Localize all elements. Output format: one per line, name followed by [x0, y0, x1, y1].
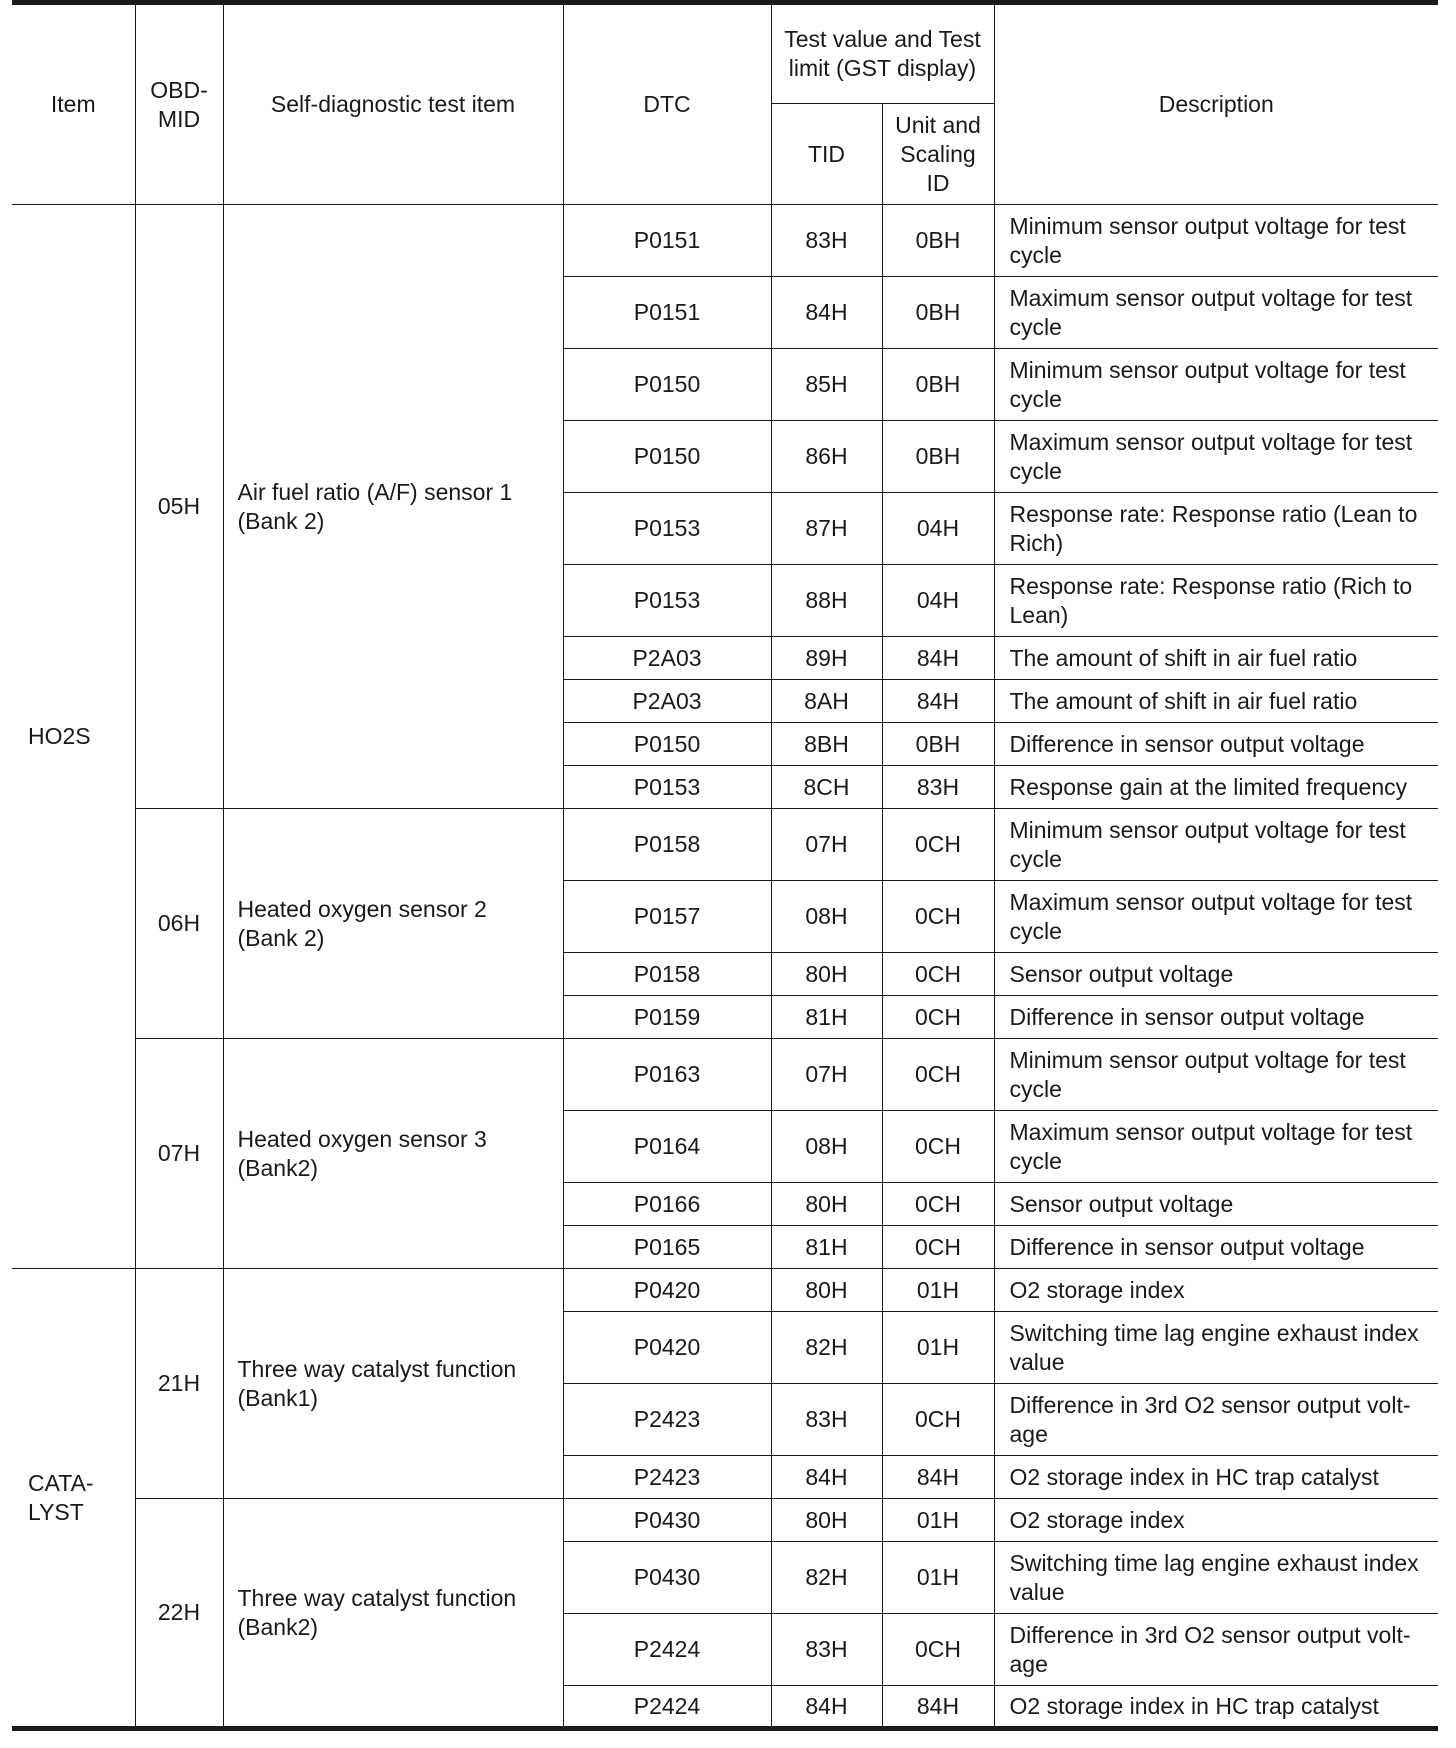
description-cell: Maximum sensor output voltage for test cycle [994, 277, 1438, 349]
description-cell: Switching time lag engine exhaust index value [994, 1542, 1438, 1614]
header-obd-mid [135, 3, 223, 205]
header-description: Description [994, 3, 1438, 205]
table-body [12, 205, 1438, 1729]
tid-cell: 83H [771, 1614, 882, 1686]
unit-scaling-id-cell: 84H [882, 1456, 994, 1499]
tid-cell: 80H [771, 1183, 882, 1226]
description-cell: Response gain at the limited frequency [994, 766, 1438, 809]
description-cell: Sensor output voltage [994, 953, 1438, 996]
tid-cell: 83H [771, 1384, 882, 1456]
tid-cell: 81H [771, 996, 882, 1039]
dtc-cell: P0153 [563, 766, 771, 809]
unit-scaling-id-cell: 0CH [882, 881, 994, 953]
description-cell: Sensor output voltage [994, 1183, 1438, 1226]
test-item-cell: Heated oxygen sensor 3 (Bank2) [223, 1039, 563, 1269]
table-header [12, 3, 1438, 205]
table-row [12, 1499, 1438, 1542]
dtc-cell: P2423 [563, 1456, 771, 1499]
tid-cell: 89H [771, 637, 882, 680]
unit-scaling-id-cell: 0CH [882, 1226, 994, 1269]
unit-scaling-id-cell: 0CH [882, 996, 994, 1039]
tid-cell: 88H [771, 565, 882, 637]
tid-cell: 86H [771, 421, 882, 493]
dtc-cell: P0150 [563, 421, 771, 493]
description-cell: Switching time lag engine exhaust index value [994, 1312, 1438, 1384]
description-cell: Difference in sensor output voltage [994, 1226, 1438, 1269]
tid-cell: 81H [771, 1226, 882, 1269]
dtc-cell: P2A03 [563, 637, 771, 680]
unit-scaling-id-cell: 83H [882, 766, 994, 809]
dtc-cell: P0151 [563, 277, 771, 349]
tid-cell: 85H [771, 349, 882, 421]
description-cell: The amount of shift in air fuel ratio [994, 680, 1438, 723]
description-cell: O2 storage index in HC trap catalyst [994, 1686, 1438, 1729]
unit-scaling-id-cell: 0CH [882, 809, 994, 881]
header-unit-scaling-id: Unit and Scaling ID [882, 104, 994, 205]
test-item-cell: Three way catalyst function (Bank1) [223, 1269, 563, 1499]
unit-scaling-id-cell: 0CH [882, 953, 994, 996]
description-cell: Maximum sensor output voltage for test cycle [994, 1111, 1438, 1183]
dtc-cell: P0158 [563, 953, 771, 996]
tid-cell: 8AH [771, 680, 882, 723]
obd-mid-cell: 07H [135, 1039, 223, 1269]
dtc-cell: P2424 [563, 1614, 771, 1686]
header-item: Item [12, 3, 135, 205]
header-dtc: DTC [563, 3, 771, 205]
description-cell: Minimum sensor output voltage for test cycle [994, 349, 1438, 421]
unit-scaling-id-cell: 01H [882, 1312, 994, 1384]
unit-scaling-id-cell: 01H [882, 1269, 994, 1312]
tid-cell: 08H [771, 881, 882, 953]
dtc-cell: P0430 [563, 1542, 771, 1614]
tid-cell: 82H [771, 1312, 882, 1384]
header-test-value: Test value and Test limit (GST display) [771, 3, 994, 104]
description-cell: O2 storage index in HC trap catalyst [994, 1456, 1438, 1499]
unit-scaling-id-cell: 0CH [882, 1183, 994, 1226]
unit-scaling-id-cell: 0BH [882, 723, 994, 766]
obd-mid-cell: 21H [135, 1269, 223, 1499]
table-row [12, 205, 1438, 277]
unit-scaling-id-cell: 0CH [882, 1039, 994, 1111]
header-obd-mid-text [136, 76, 223, 134]
tid-cell: 8CH [771, 766, 882, 809]
dtc-cell: P0166 [563, 1183, 771, 1226]
dtc-cell: P0153 [563, 565, 771, 637]
dtc-cell: P0150 [563, 349, 771, 421]
description-cell: Minimum sensor output voltage for test cycle [994, 1039, 1438, 1111]
obd-mid-cell: 06H [135, 809, 223, 1039]
header-test-item: Self-diagnostic test item [223, 3, 563, 205]
item-cell [12, 205, 135, 1269]
dtc-cell: P2A03 [563, 680, 771, 723]
description-cell: O2 storage index [994, 1499, 1438, 1542]
item-label: HO2S [28, 723, 91, 749]
description-cell: O2 storage index [994, 1269, 1438, 1312]
dtc-cell: P0151 [563, 205, 771, 277]
dtc-cell: P2424 [563, 1686, 771, 1729]
description-cell: Minimum sensor output voltage for test cycle [994, 809, 1438, 881]
item-label: LYST [28, 1498, 84, 1525]
dtc-cell: P0420 [563, 1312, 771, 1384]
header-obd-mid-line: MID [157, 105, 201, 132]
header-obd-mid-line: OBD- [150, 76, 208, 103]
unit-scaling-id-cell: 0BH [882, 349, 994, 421]
tid-cell: 80H [771, 953, 882, 996]
tid-cell: 07H [771, 809, 882, 881]
dtc-cell: P2423 [563, 1384, 771, 1456]
unit-scaling-id-cell: 04H [882, 493, 994, 565]
obd-mid-table [12, 0, 1438, 1731]
tid-cell: 84H [771, 1686, 882, 1729]
table-row [12, 809, 1438, 881]
dtc-cell: P0158 [563, 809, 771, 881]
unit-scaling-id-cell: 04H [882, 565, 994, 637]
description-cell: The amount of shift in air fuel ratio [994, 637, 1438, 680]
unit-scaling-id-cell: 01H [882, 1542, 994, 1614]
dtc-cell: P0150 [563, 723, 771, 766]
test-item-cell: Three way catalyst function (Bank2) [223, 1499, 563, 1729]
description-cell: Maximum sensor output voltage for test cycle [994, 881, 1438, 953]
obd-mid-cell: 22H [135, 1499, 223, 1729]
unit-scaling-id-cell: 0BH [882, 277, 994, 349]
dtc-cell: P0420 [563, 1269, 771, 1312]
tid-cell: 08H [771, 1111, 882, 1183]
item-label: CATA- [28, 1469, 94, 1496]
description-cell: Response rate: Response ratio (Rich to Lean) [994, 565, 1438, 637]
description-cell: Response rate: Response ratio (Lean to Rich) [994, 493, 1438, 565]
dtc-cell: P0163 [563, 1039, 771, 1111]
tid-cell: 8BH [771, 723, 882, 766]
dtc-cell: P0153 [563, 493, 771, 565]
dtc-cell: P0165 [563, 1226, 771, 1269]
unit-scaling-id-cell: 84H [882, 1686, 994, 1729]
obd-mid-cell: 05H [135, 205, 223, 809]
dtc-cell: P0157 [563, 881, 771, 953]
description-cell: Difference in sensor output voltage [994, 723, 1438, 766]
dtc-cell: P0159 [563, 996, 771, 1039]
table-row [12, 1269, 1438, 1312]
header-tid: TID [771, 104, 882, 205]
description-cell: Maximum sensor output voltage for test cycle [994, 421, 1438, 493]
table-row [12, 1039, 1438, 1111]
test-item-cell: Heated oxygen sensor 2 (Bank 2) [223, 809, 563, 1039]
unit-scaling-id-cell: 01H [882, 1499, 994, 1542]
unit-scaling-id-cell: 0BH [882, 421, 994, 493]
description-cell: Difference in 3rd O2 sensor output volt-age [994, 1614, 1438, 1686]
tid-cell: 82H [771, 1542, 882, 1614]
unit-scaling-id-cell: 0CH [882, 1614, 994, 1686]
dtc-cell: P0164 [563, 1111, 771, 1183]
tid-cell: 84H [771, 277, 882, 349]
tid-cell: 80H [771, 1269, 882, 1312]
description-cell: Minimum sensor output voltage for test cycle [994, 205, 1438, 277]
description-cell: Difference in sensor output voltage [994, 996, 1438, 1039]
unit-scaling-id-cell: 0CH [882, 1384, 994, 1456]
tid-cell: 84H [771, 1456, 882, 1499]
tid-cell: 80H [771, 1499, 882, 1542]
tid-cell: 83H [771, 205, 882, 277]
tid-cell: 07H [771, 1039, 882, 1111]
description-cell: Difference in 3rd O2 sensor output volt-age [994, 1384, 1438, 1456]
unit-scaling-id-cell: 84H [882, 637, 994, 680]
test-item-cell: Air fuel ratio (A/F) sensor 1 (Bank 2) [223, 205, 563, 809]
item-cell [12, 1269, 135, 1729]
unit-scaling-id-cell: 84H [882, 680, 994, 723]
tid-cell: 87H [771, 493, 882, 565]
obd-mid-table-container [12, 0, 1438, 1731]
dtc-cell: P0430 [563, 1499, 771, 1542]
unit-scaling-id-cell: 0BH [882, 205, 994, 277]
unit-scaling-id-cell: 0CH [882, 1111, 994, 1183]
